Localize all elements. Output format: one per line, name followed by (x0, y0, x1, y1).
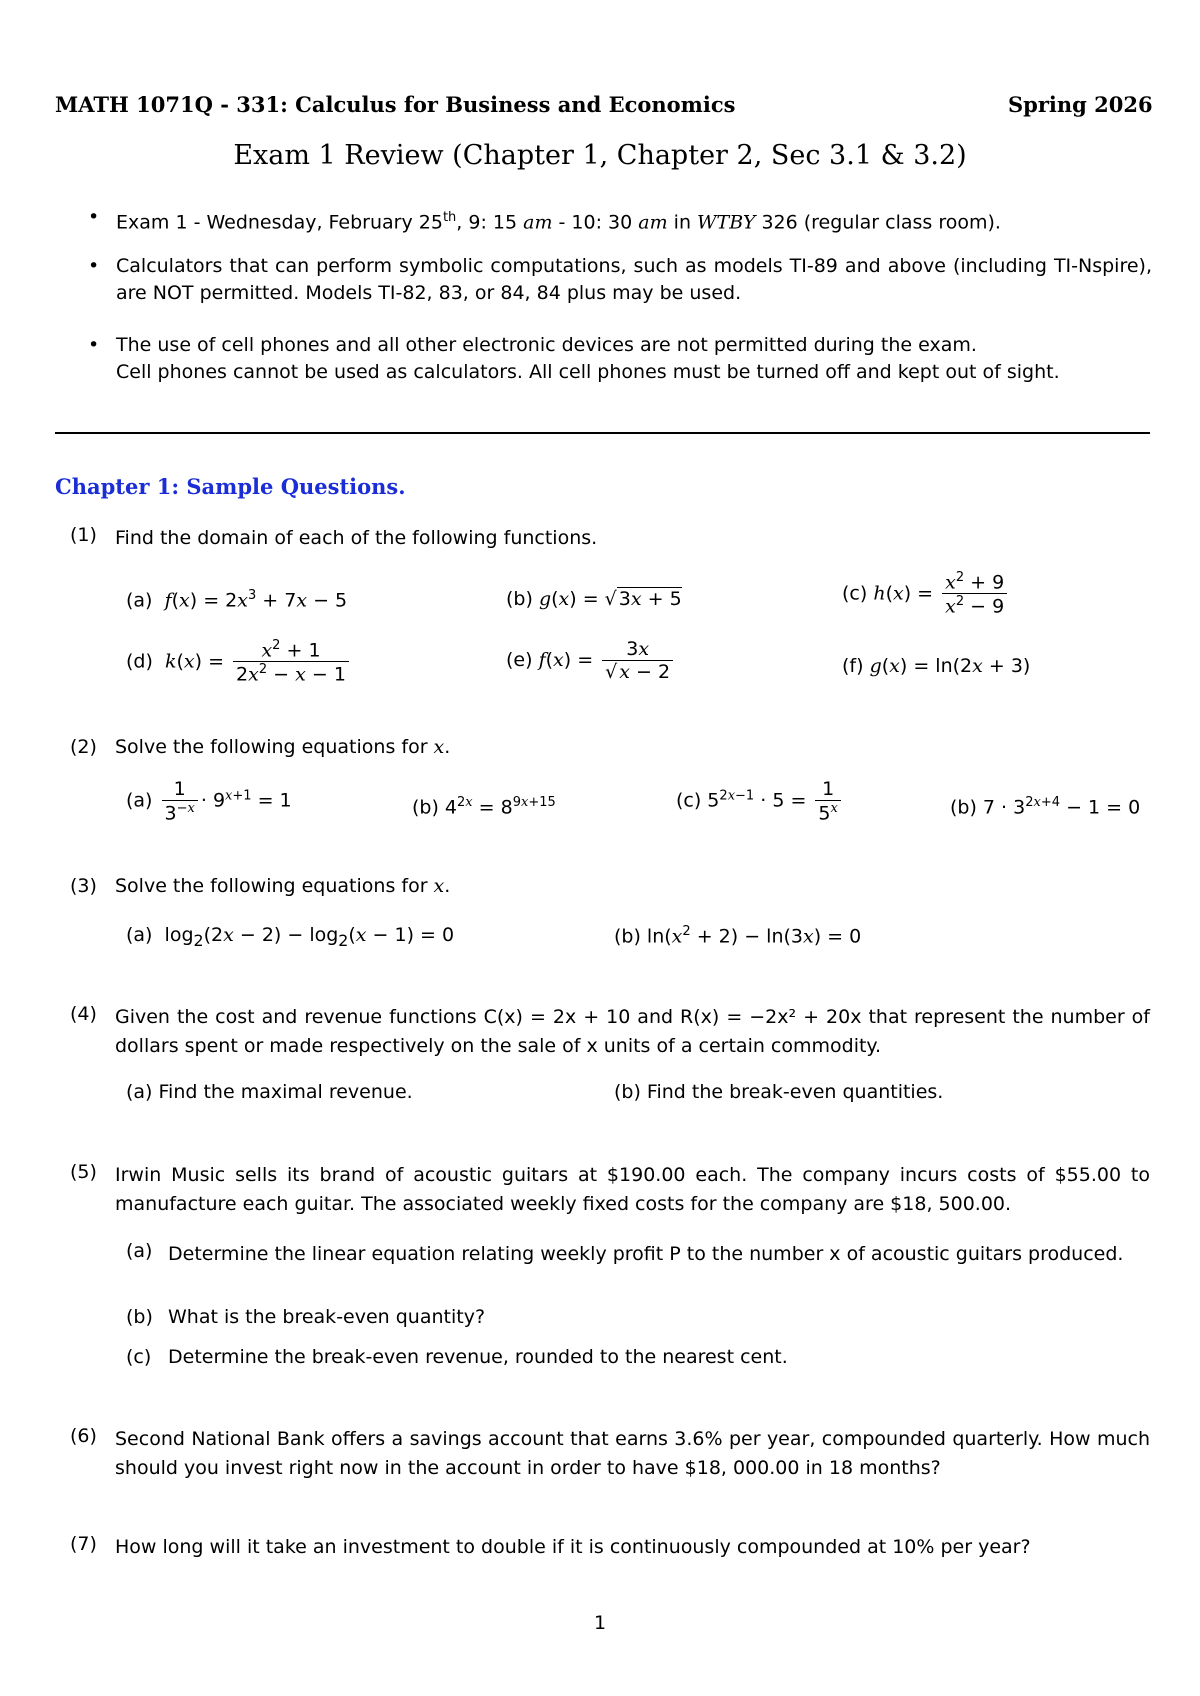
exam-title: Exam 1 Review (Chapter 1, Chapter 2, Sec 3.1 & 3.2) (233, 140, 967, 171)
q5a-label: (a) (126, 1240, 153, 1262)
q7-number: (7) (70, 1533, 97, 1555)
q4b: (b) Find the break-even quantities. (614, 1081, 944, 1103)
q1e-formula: (e) f(x) = $\frac{3x}{√ x - 2}$ (506, 638, 676, 683)
q5-number: (5) (70, 1161, 97, 1183)
q3-text: Solve the following equations for x. (115, 875, 451, 897)
q1c-formula: (c) h(x) = $\frac{x^2 + 9}{x^2 - 9}$ (842, 570, 1010, 618)
q5-text: Irwin Music sells its brand of acoustic guitars at $190.00 each. The company incurs costs of $55.00 to manufacture each guitar. The associated weekly fixed costs for the company are $18, 500.00. (115, 1164, 1150, 1215)
q1d-formula: (d) k(x) = $\frac{x^2 + 1}{2x^2 - x - 1}$ (126, 638, 352, 686)
q2-text: Solve the following equations for x. (115, 736, 451, 758)
divider (55, 432, 1150, 434)
q4-number: (4) (70, 1003, 97, 1025)
q2a-formula: (a) $\frac{1}{3^{-x}}$ · $9^{x+1} = 1$ (126, 778, 292, 825)
q5c-label: (c) (126, 1346, 152, 1368)
q5a-text: Determine the linear equation relating weekly profit P to the number x of acoustic guitars produced. (168, 1243, 1124, 1265)
bullet-phones: • The use of cell phones and all other electronic devices are not permitted during the exam. Cell phones cannot be used as calculators. All cell phones must be turned off and kept out of sight. (88, 334, 1060, 383)
page-number: 1 (593, 1612, 607, 1634)
q6-text: Second National Bank offers a savings account that earns 3.6% per year, compounded quarterly. How much should you invest right now in the account in order to have $18, 000.00 in 18 months? (115, 1428, 1150, 1479)
q3a-formula: (a) $\log_2(2x - 2) - \log_2(x - 1) = 0$ (126, 924, 455, 950)
q1-number: (1) (70, 524, 97, 546)
q1f-formula: (f) g(x) = ln(2x + 3) (842, 655, 1031, 677)
bullet-calculators: • Calculators that can perform symbolic computations, such as models TI-89 and above (including TI-Nspire), are NOT permitted. Models TI-82, 83, or 84, 84 plus may be used. (88, 255, 1152, 304)
q3-number: (3) (70, 875, 97, 897)
q5b-text: What is the break-even quantity? (168, 1306, 486, 1328)
q5c-text: Determine the break-even revenue, rounded to the nearest cent. (168, 1346, 788, 1368)
q2-number: (2) (70, 736, 97, 758)
q2b-formula: (b) $4^{2x} = 8^{9x+15}$ (412, 795, 556, 819)
q1b-formula: (b) g(x) = √ 3x + 5 (506, 588, 682, 610)
q3b-formula: (b) $\ln(x^2 + 2) - \ln(3x) = 0$ (614, 924, 862, 948)
bullet-exam-info: • Exam 1 - Wednesday, February 25th, 9: 15 am - 10: 30 am in WTBY 326 (regular class room). (88, 206, 1001, 234)
q2c-formula: (c) $5^{2x-1} \cdot 5$ = $\frac{1}{5^x}$ (676, 778, 844, 824)
q4-text: Given the cost and revenue functions C(x) = 2x + 10 and R(x) = −2x² + 20x that represent the number of dollars spent or made respectively on the sale of x units of a certain commodity. (115, 1006, 1150, 1057)
q1-text: Find the domain of each of the following functions. (115, 527, 598, 549)
chapter-heading: Chapter 1: Sample Questions. (55, 474, 406, 499)
course-title: MATH 1071Q - 331: Calculus for Business and Economics (55, 92, 736, 117)
q2d-formula: (b) $7 \cdot 3^{2x+4} - 1 = 0$ (950, 795, 1141, 819)
q5b-label: (b) (126, 1306, 153, 1328)
term: Spring 2026 (1008, 92, 1153, 117)
q7-text: How long will it take an investment to double if it is continuously compounded at 10% per year? (115, 1536, 1031, 1558)
q1a-formula: (a) $f(x) = 2x^3 + 7x - 5$ (126, 588, 348, 612)
q4a: (a) Find the maximal revenue. (126, 1081, 413, 1103)
q6-number: (6) (70, 1425, 97, 1447)
